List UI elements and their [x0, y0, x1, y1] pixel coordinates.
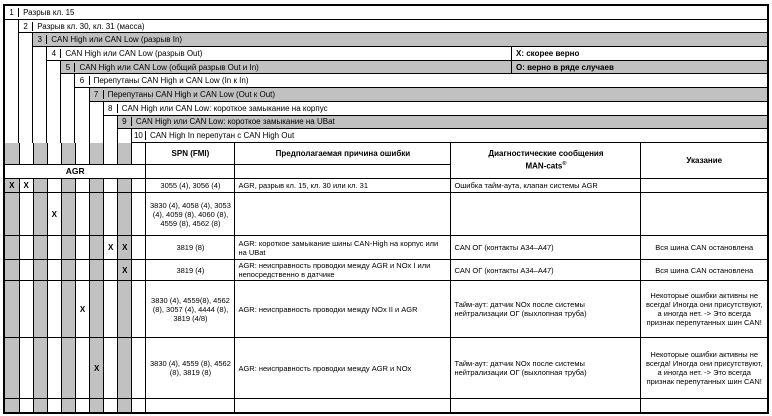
column-band [19, 33, 33, 47]
fault-matrix-table [5, 143, 767, 412]
matrix-cell [104, 193, 118, 236]
column-band [75, 88, 89, 102]
cause-cell: AGR, разрыв кл. 15, кл. 30 или кл. 31 [235, 179, 451, 193]
empty-cell [146, 165, 235, 179]
matrix-band [5, 143, 19, 165]
matrix-cell [118, 179, 132, 193]
empty-cell [235, 399, 451, 412]
empty-cell [451, 399, 641, 412]
spn-cell: 3830 (4), 4058 (4), 3053 (4), 4059 (8), 4060 (8), 4559 (8), 4562 (8) [146, 193, 235, 236]
column-band [75, 129, 89, 143]
fault-condition-cascade [5, 6, 767, 143]
legend-o: О: верно в ряде случаев [511, 61, 767, 74]
row-label: Перепутаны CAN High и CAN Low (Out к Out) [107, 89, 276, 99]
matrix-cell [104, 179, 118, 193]
column-band [75, 116, 89, 130]
column-band [104, 129, 118, 143]
matrix-cell [104, 338, 118, 399]
column-band [47, 116, 61, 130]
matrix-band [75, 399, 89, 412]
diag-cell: Ошибка тайм-аута, клапан системы AGR [451, 179, 641, 193]
row-label: CAN High или CAN Low: короткое замыкание на корпус [121, 103, 328, 113]
row-label: Разрыв кл. 15 [23, 7, 75, 17]
row-label: CAN High или CAN Low (разрыв In) [51, 35, 183, 45]
note-cell: Некоторые ошибки активны не всегда! Иногда они присутствуют, а иногда нет. -> Это всегда признак перепутанных шин CAN! [641, 338, 767, 399]
header-note: Указание [641, 143, 767, 179]
column-band [33, 61, 47, 75]
cause-cell: AGR: короткое замыкание шины CAN-High на корпус или на UBat [235, 236, 451, 260]
matrix-cell [90, 236, 104, 260]
matrix-cell [47, 179, 61, 193]
matrix-cell: X [5, 179, 19, 193]
cause-cell: AGR: неисправность проводки между AGR и NOx [235, 338, 451, 399]
group-label-agr: AGR [5, 165, 146, 179]
row-label: CAN High или CAN Low (разрыв Out) [65, 48, 203, 58]
matrix-cell [19, 338, 33, 399]
spn-cell: 3819 (4) [146, 260, 235, 281]
matrix-band [61, 399, 75, 412]
column-band [61, 74, 75, 88]
note-cell: Некоторые ошибки активны не всегда! Иногда они присутствуют, а иногда нет. -> Это всегда признак перепутанных шин CAN! [641, 281, 767, 338]
diag-cell: CAN ОГ (контакты A34–A47) [451, 260, 641, 281]
column-band [47, 102, 61, 116]
column-band [90, 102, 104, 116]
matrix-cell [132, 260, 146, 281]
column-band [19, 116, 33, 130]
matrix-cell [90, 193, 104, 236]
column-band [47, 61, 61, 75]
row-number: 10 [132, 131, 146, 140]
matrix-cell [33, 193, 47, 236]
row-number: 9 [118, 117, 132, 126]
empty-cell [146, 399, 235, 412]
matrix-cell [75, 193, 89, 236]
matrix-cell [61, 260, 75, 281]
matrix-cell [5, 281, 19, 338]
note-cell: Вся шина CAN остановлена [641, 260, 767, 281]
column-band [5, 74, 19, 88]
spn-cell: 3830 (4), 4559 (8), 4562 (8), 3819 (8) [146, 338, 235, 399]
cascade-row-3 [5, 33, 767, 47]
matrix-cell [5, 193, 19, 236]
matrix-cell [33, 338, 47, 399]
matrix-cell [47, 338, 61, 399]
matrix-cell [19, 281, 33, 338]
matrix-cell [132, 179, 146, 193]
matrix-band [19, 399, 33, 412]
matrix-band [75, 143, 89, 165]
diag-cell: Тайм-аут: датчик NOx после системы нейтрализации ОГ (выхлопная труба) [451, 281, 641, 338]
column-band [19, 88, 33, 102]
column-band [5, 102, 19, 116]
empty-cell [235, 165, 451, 179]
truncated-row [5, 399, 767, 412]
legend-x: X: скорее верно [511, 47, 767, 60]
matrix-band [61, 143, 75, 165]
matrix-band [33, 143, 47, 165]
note-cell: Вся шина CAN остановлена [641, 236, 767, 260]
table-row [5, 338, 767, 399]
column-band [61, 102, 75, 116]
registered-mark: ® [562, 161, 567, 168]
column-band [19, 61, 33, 75]
column-band [5, 88, 19, 102]
header-diag-line1: Диагностические сообщения [488, 149, 604, 159]
matrix-cell [132, 281, 146, 338]
matrix-cell [61, 338, 75, 399]
matrix-band [104, 143, 118, 165]
table-row [5, 236, 767, 260]
matrix-cell: X [19, 179, 33, 193]
matrix-cell [75, 236, 89, 260]
column-band [61, 129, 75, 143]
matrix-cell [5, 260, 19, 281]
header-diag [451, 143, 641, 179]
note-cell [641, 179, 767, 193]
row-number: 8 [104, 104, 118, 113]
matrix-cell [47, 281, 61, 338]
cascade-row-10 [5, 129, 767, 143]
table-row [5, 260, 767, 281]
column-band [19, 74, 33, 88]
cascade-row-4 [5, 47, 767, 61]
matrix-cell [104, 260, 118, 281]
row-number: 3 [33, 35, 47, 44]
header-cause: Предполагаемая причина ошибки [235, 143, 451, 165]
matrix-cell [75, 179, 89, 193]
spn-cell: 3819 (8) [146, 236, 235, 260]
row-number: 1 [5, 8, 19, 17]
table-header-row [5, 143, 767, 165]
header-spn: SPN (FMI) [146, 143, 235, 165]
matrix-cell [33, 260, 47, 281]
matrix-band [33, 399, 47, 412]
matrix-cell [132, 193, 146, 236]
column-band [90, 129, 104, 143]
row-label: CAN High или CAN Low (общий разрыв Out и In) [79, 62, 259, 72]
column-band [33, 102, 47, 116]
column-band [19, 129, 33, 143]
matrix-band [47, 143, 61, 165]
empty-cell [641, 399, 767, 412]
diag-cell: Тайм-аут: датчик NOx после системы нейтрализации ОГ (выхлопная труба) [451, 338, 641, 399]
table-row [5, 281, 767, 338]
cascade-row-5 [5, 61, 767, 75]
matrix-band [19, 143, 33, 165]
row-label: Разрыв кл. 30, кл. 31 (масса) [37, 21, 145, 31]
matrix-band [118, 143, 132, 165]
row-label: Перепутаны CAN High и CAN Low (In к In) [93, 76, 249, 86]
matrix-cell [61, 193, 75, 236]
diag-cell [451, 193, 641, 236]
cascade-row-9 [5, 116, 767, 130]
cause-cell: AGR: неисправность проводки между AGR и NOx I или непосредственно в датчике [235, 260, 451, 281]
cascade-row-6 [5, 74, 767, 88]
matrix-band [132, 143, 146, 165]
cascade-row-1 [5, 6, 767, 20]
column-band [33, 47, 47, 61]
matrix-cell [19, 260, 33, 281]
table-row [5, 193, 767, 236]
column-band [33, 74, 47, 88]
matrix-cell [118, 193, 132, 236]
matrix-cell: X [104, 236, 118, 260]
matrix-cell [118, 338, 132, 399]
column-band [33, 88, 47, 102]
matrix-cell [33, 236, 47, 260]
column-band [5, 20, 19, 34]
column-band [5, 129, 19, 143]
column-band [19, 102, 33, 116]
matrix-cell [90, 281, 104, 338]
cause-cell [235, 193, 451, 236]
matrix-cell [132, 236, 146, 260]
column-band [47, 88, 61, 102]
column-band [5, 116, 19, 130]
column-band [47, 129, 61, 143]
column-band [75, 102, 89, 116]
row-label: CAN High или CAN Low: короткое замыкание на UBat [135, 117, 335, 127]
matrix-cell [75, 338, 89, 399]
matrix-cell [75, 260, 89, 281]
matrix-cell: X [118, 236, 132, 260]
matrix-cell [90, 260, 104, 281]
diag-cell: CAN ОГ (контакты A34–A47) [451, 236, 641, 260]
matrix-cell [19, 236, 33, 260]
matrix-band [90, 143, 104, 165]
matrix-cell [61, 236, 75, 260]
spn-cell: 3830 (4), 4559(8), 4562 (8), 3057 (4), 4444 (8), 3819 (4/8) [146, 281, 235, 338]
column-band [61, 116, 75, 130]
matrix-cell [118, 281, 132, 338]
column-band [5, 47, 19, 61]
matrix-band [104, 399, 118, 412]
matrix-cell [47, 260, 61, 281]
row-number: 5 [61, 63, 75, 72]
row-number: 2 [19, 22, 33, 31]
table-row [5, 179, 767, 193]
column-band [90, 116, 104, 130]
matrix-cell [33, 179, 47, 193]
cascade-row-8 [5, 102, 767, 116]
matrix-band [118, 399, 132, 412]
matrix-band [5, 399, 19, 412]
row-number: 4 [47, 49, 61, 58]
matrix-cell: X [90, 338, 104, 399]
matrix-cell [5, 338, 19, 399]
header-diag-line2: MAN-cats [525, 161, 563, 171]
matrix-cell: X [75, 281, 89, 338]
column-band [47, 74, 61, 88]
matrix-cell [132, 338, 146, 399]
note-cell [641, 193, 767, 236]
column-band [33, 116, 47, 130]
column-band [5, 61, 19, 75]
matrix-cell: X [47, 193, 61, 236]
matrix-cell [33, 281, 47, 338]
matrix-cell [5, 236, 19, 260]
matrix-cell: X [118, 260, 132, 281]
matrix-band [132, 399, 146, 412]
matrix-band [47, 399, 61, 412]
column-band [61, 88, 75, 102]
row-number: 7 [90, 90, 104, 99]
matrix-cell [19, 193, 33, 236]
column-band [118, 129, 132, 143]
matrix-cell [61, 281, 75, 338]
spn-cell: 3055 (4), 3056 (4) [146, 179, 235, 193]
cause-cell: AGR: неисправность проводки между NOx II и AGR [235, 281, 451, 338]
column-band [5, 33, 19, 47]
matrix-cell [104, 281, 118, 338]
matrix-cell [61, 179, 75, 193]
column-band [19, 47, 33, 61]
matrix-cell [90, 179, 104, 193]
diagnostic-fault-table [3, 4, 769, 414]
cascade-row-7 [5, 88, 767, 102]
cascade-row-2 [5, 20, 767, 34]
column-band [104, 116, 118, 130]
column-band [33, 129, 47, 143]
matrix-cell [47, 236, 61, 260]
matrix-band [90, 399, 104, 412]
row-number: 6 [75, 76, 89, 85]
row-label: CAN High In перепутан с CAN High Out [149, 131, 295, 141]
